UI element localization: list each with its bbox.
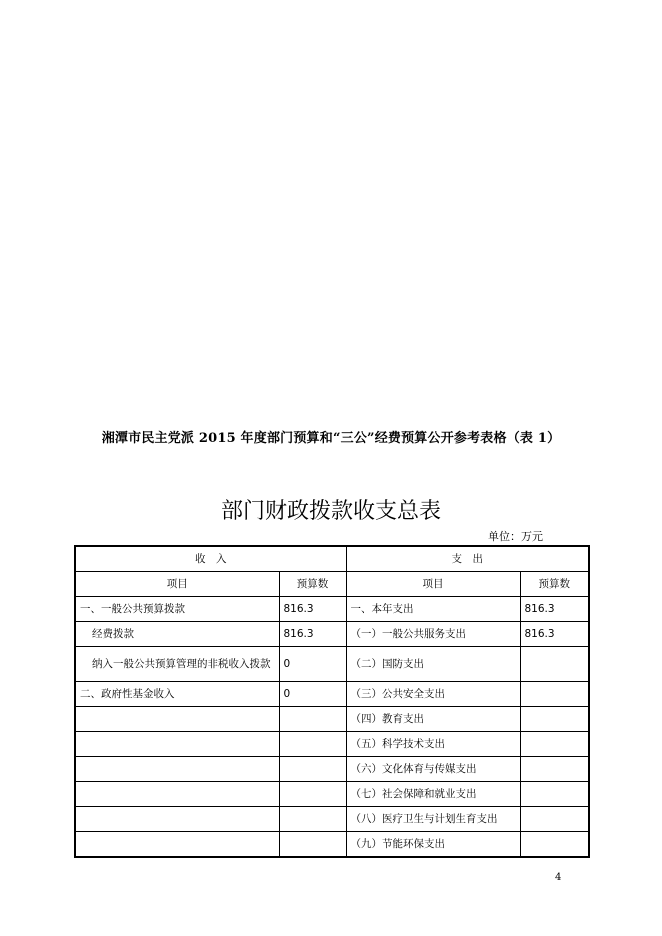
income-item-cell: 二、政府性基金收入	[75, 682, 279, 707]
budget-table	[74, 545, 590, 858]
expense-amount-cell	[520, 647, 589, 682]
income-amount-cell: 0	[279, 647, 346, 682]
income-item-cell	[75, 832, 279, 858]
income-item-cell	[75, 782, 279, 807]
income-amount-cell: 816.3	[279, 622, 346, 647]
expense-amount-cell	[520, 782, 589, 807]
document-heading: 湘潭市民主党派 2015 年度部门预算和“三公”经费预算公开参考表格（表 1）	[101, 431, 561, 446]
expense-amount-column-header: 预算数	[520, 572, 589, 597]
income-header: 收 入	[75, 546, 346, 572]
expense-header: 支 出	[346, 546, 589, 572]
income-amount-cell: 816.3	[279, 597, 346, 622]
expense-item-cell: （三）公共安全支出	[346, 682, 520, 707]
expense-amount-cell	[520, 832, 589, 858]
table-row	[75, 597, 589, 622]
income-amount-cell	[279, 807, 346, 832]
expense-amount-cell: 816.3	[520, 597, 589, 622]
income-item-cell: 纳入一般公共预算管理的非税收入拨款	[75, 647, 279, 682]
expense-item-cell: （七）社会保障和就业支出	[346, 782, 520, 807]
income-item-column-header: 项目	[75, 572, 279, 597]
table-row	[75, 707, 589, 732]
table-row	[75, 647, 589, 682]
table-row	[75, 807, 589, 832]
table-section-header-row	[75, 546, 589, 572]
income-item-cell	[75, 757, 279, 782]
table-row	[75, 732, 589, 757]
table-row	[75, 682, 589, 707]
table-row	[75, 832, 589, 858]
table-row	[75, 782, 589, 807]
table-row	[75, 757, 589, 782]
expense-amount-cell	[520, 682, 589, 707]
income-amount-cell	[279, 782, 346, 807]
income-item-cell: 一、一般公共预算拨款	[75, 597, 279, 622]
expense-amount-cell	[520, 757, 589, 782]
income-amount-cell	[279, 832, 346, 858]
income-amount-column-header: 预算数	[279, 572, 346, 597]
expense-item-cell: （八）医疗卫生与计划生育支出	[346, 807, 520, 832]
income-amount-cell	[279, 707, 346, 732]
income-item-cell	[75, 807, 279, 832]
income-amount-cell: 0	[279, 682, 346, 707]
table-row	[75, 622, 589, 647]
expense-amount-cell	[520, 807, 589, 832]
income-amount-cell	[279, 757, 346, 782]
page-number: 4	[555, 872, 562, 883]
unit-label: 单位：万元	[488, 530, 543, 543]
income-item-cell	[75, 707, 279, 732]
expense-amount-cell	[520, 707, 589, 732]
income-amount-cell	[279, 732, 346, 757]
expense-item-cell: （四）教育支出	[346, 707, 520, 732]
income-item-cell	[75, 732, 279, 757]
expense-amount-cell: 816.3	[520, 622, 589, 647]
income-item-cell: 经费拨款	[75, 622, 279, 647]
expense-item-cell: 一、本年支出	[346, 597, 520, 622]
expense-item-cell: （六）文化体育与传媒支出	[346, 757, 520, 782]
table-column-header-row	[75, 572, 589, 597]
expense-item-cell: （五）科学技术支出	[346, 732, 520, 757]
expense-item-cell: （九）节能环保支出	[346, 832, 520, 858]
expense-item-column-header: 项目	[346, 572, 520, 597]
table-title: 部门财政拨款收支总表	[220, 499, 441, 524]
expense-amount-cell	[520, 732, 589, 757]
expense-item-cell: （一）一般公共服务支出	[346, 622, 520, 647]
expense-item-cell: （二）国防支出	[346, 647, 520, 682]
